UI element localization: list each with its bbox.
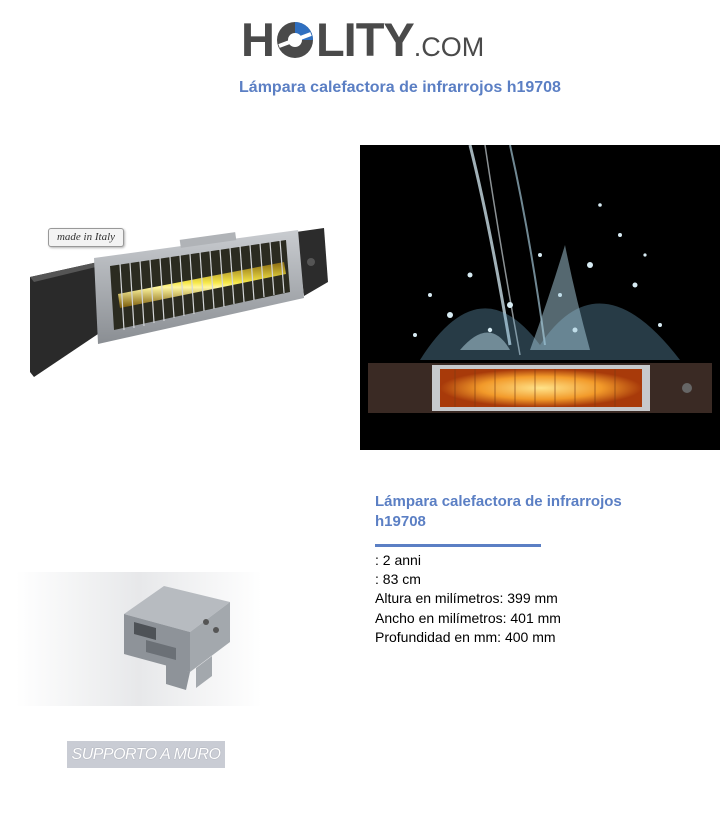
logo-text-start: H — [241, 13, 274, 66]
holity-logo[interactable] — [241, 14, 486, 66]
logo-o-icon — [275, 20, 315, 60]
made-in-italy-badge: made in Italy — [48, 228, 124, 247]
info-line-depth: Profundidad en mm: 400 mm — [375, 628, 556, 645]
info-line-width: Ancho en milímetros: 401 mm — [375, 609, 561, 626]
info-line-height: Altura en milímetros: 399 mm — [375, 590, 558, 607]
logo-text-end: LITY — [315, 13, 414, 66]
wall-bracket-image — [16, 572, 262, 706]
page-title: Lámpara calefactora de infrarrojos h19708 — [239, 79, 561, 96]
product-info — [375, 492, 675, 647]
bracket-caption: SUPPORTO A MURO — [67, 741, 225, 768]
heater-product-image — [28, 222, 338, 380]
info-title: Lámpara calefactora de infrarrojos h19708 — [375, 493, 622, 530]
bracket-illustration — [16, 572, 262, 706]
water-splash-illustration — [360, 145, 720, 450]
info-divider — [375, 544, 541, 547]
info-line-length: : 83 cm — [375, 571, 421, 588]
info-line-warranty: : 2 anni — [375, 552, 421, 568]
heater-water-splash-image — [360, 145, 720, 450]
logo-suffix: .COM — [413, 32, 485, 62]
